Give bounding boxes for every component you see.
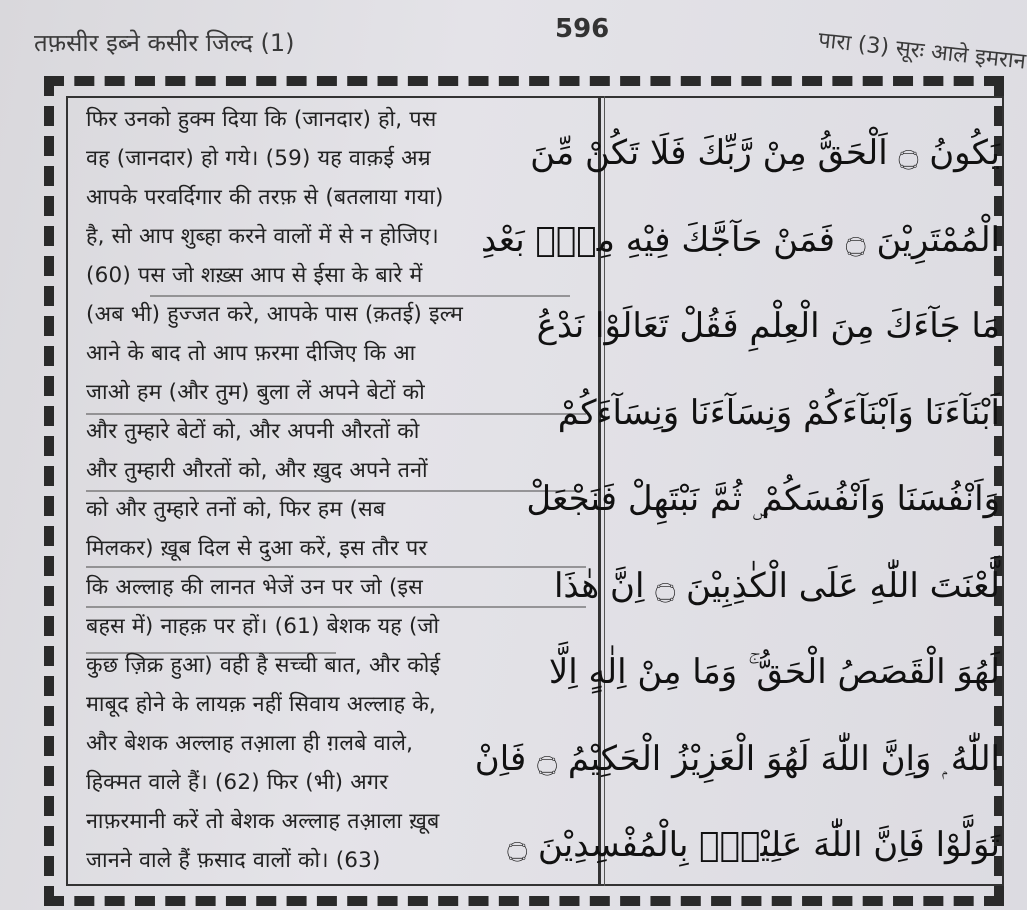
hindi-line: और तुम्हारी औरतों को, और ख़ुद अपने तनों bbox=[86, 458, 428, 483]
page-number: 596 bbox=[555, 14, 610, 44]
hindi-line: है, सो आप शुब्हा करने वालों में से न होजिए। bbox=[86, 224, 439, 249]
hindi-line: हिक्मत वाले हैं। (62) फिर (भी) अगर bbox=[86, 770, 389, 795]
hindi-line: आपके परवर्दिगार की तरफ़ से (बतलाया गया) bbox=[86, 185, 444, 210]
arabic-quran-column bbox=[474, 110, 1000, 889]
page-header bbox=[0, 0, 1027, 75]
arabic-line: تَوَلَّوْا فَاِنَّ اللّٰهَ عَلِيْمٌۢ بِالْمُفْسِدِيْنَ ۝ bbox=[507, 825, 1000, 865]
para-label: पारा (3) सूरः आले इमरान bbox=[816, 27, 1027, 75]
hindi-line: जानने वाले हैं फ़साद वालों को। (63) bbox=[86, 848, 381, 873]
arabic-line: اللّٰهُ ۭ وَاِنَّ اللّٰهَ لَهُوَ الْعَزِيْزُ الْحَكِيْمُ ۝ فَاِنْ bbox=[474, 738, 1000, 779]
hindi-line: (60) पस जो शख़्स आप से ईसा के बारे में bbox=[86, 263, 423, 288]
hindi-line: फिर उनको हुक्म दिया कि (जानदार) हो, पस bbox=[86, 107, 437, 132]
arabic-line: اَبْنَآءَنَا وَاَبْنَآءَكُمْ وَنِسَآءَنَا وَنِسَآءَكُمْ bbox=[557, 392, 1000, 433]
arabic-line: لَّعْنَتَ اللّٰهِ عَلَى الْكٰذِبِيْنَ ۝ اِنَّ هٰذَا bbox=[553, 565, 1000, 606]
hindi-line: जाओ हम (और तुम) बुला लें अपने बेटों को bbox=[86, 380, 425, 405]
hindi-line: और बेशक अल्लाह तआ़ला ही ग़लबे वाले, bbox=[86, 731, 414, 756]
arabic-line: الْمُمْتَرِيْنَ ۝ فَمَنْ حَآجَّكَ فِيْهِ مِنْۢ بَعْدِ bbox=[481, 219, 1000, 260]
hindi-line: को और तुम्हारे तनों को, फिर हम (सब bbox=[86, 497, 386, 522]
hindi-line: कि अल्लाह की लानत भेजें उन पर जो (इस bbox=[86, 575, 424, 600]
hindi-line: और तुम्हारे बेटों को, और अपनी औरतों को bbox=[86, 419, 420, 444]
arabic-line: لَهُوَ الْقَصَصُ الْحَقُّ ۚ وَمَا مِنْ اِلٰهٍ اِلَّا bbox=[548, 652, 1000, 692]
hindi-line: बहस में) नाहक़ पर हों। (61) बेशक यह (जो bbox=[86, 614, 440, 639]
hindi-line: वह (जानदार) हो गये। (59) यह वाक़ई अम्र bbox=[86, 146, 431, 171]
hindi-line: (अब भी) हुज्जत करे, आपके पास (क़तई) इल्म bbox=[86, 302, 464, 327]
hindi-line: कुछ ज़िक्र हुआ) वही है सच्ची बात, और कोई bbox=[86, 653, 441, 678]
arabic-line: يَكُونُ ۝ اَلْحَقُّ مِنْ رَّبِّكَ فَلَا تَكُنْ مِّنَ bbox=[530, 133, 1000, 173]
hindi-line: माबूद होने के लायक़ नहीं सिवाय अल्लाह के, bbox=[86, 692, 436, 717]
arabic-line: مَا جَآءَكَ مِنَ الْعِلْمِ فَقُلْ تَعَالَوْا نَدْعُ bbox=[536, 306, 1000, 346]
hindi-line: मिलकर) ख़ूब दिल से दुआ करें, इस तौर पर bbox=[86, 536, 428, 561]
hindi-line: नाफ़रमानी करें तो बेशक अल्लाह तआ़ला ख़ूब bbox=[86, 809, 440, 834]
book-title: तफ़सीर इब्ने कसीर जिल्द (1) bbox=[34, 29, 295, 57]
hindi-line: आने के बाद तो आप फ़रमा दीजिए कि आ bbox=[86, 341, 416, 366]
arabic-line: وَاَنْفُسَنَا وَاَنْفُسَكُمْ ۣ ثُمَّ نَبْتَهِلْ فَنَجْعَلْ bbox=[526, 479, 1000, 519]
